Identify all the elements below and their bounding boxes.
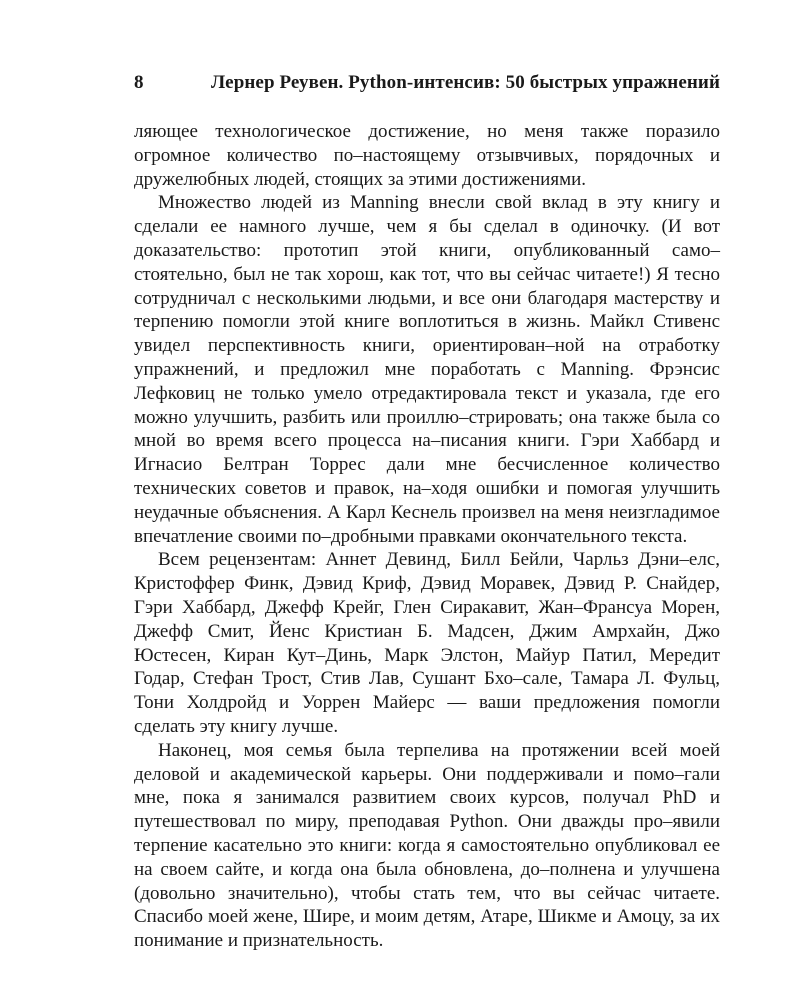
running-title: Лернер Реувен. Python-интенсив: 50 быстрых упражнений xyxy=(211,72,720,93)
paragraph-manning-team: Множество людей из Manning внесли свой вклад в эту книгу и сделали ее намного лучше, чем я бы сделал в одиночку. (И вот доказательство: прототип этой книги, опубликованный само–стоятельно, был не так хорош, как тот, что вы сейчас читаете!) Я тесно сотрудничал с несколькими людьми, и все они благодаря мастерству и терпению помогли этой книге воплотиться в жизнь. Майкл Стивенс увидел перспективность книги, ориентирован–ной на отработку упражнений, и предложил мне поработать с Manning. Фрэнсис Лефковиц не только умело отредактировала текст и указала, где его можно улучшить, разбить или проиллю–стрировать; она также была со мной во время всего процесса на–писания книги. Гэри Хаббард и Игнасио Белтран Торрес дали мне бесчисленное количество технических советов и правок, на–ходя ошибки и помогая улучшить неудачные объяснения. А Карл Кеснель произвел на меня неизгладимое впечатление своими по–дробными правками окончательного текста. xyxy=(134,192,720,547)
page-body xyxy=(134,120,720,953)
page-number: 8 xyxy=(134,72,144,93)
book-page xyxy=(134,72,720,953)
page-header xyxy=(134,72,720,94)
paragraph-reviewers: Всем рецензентам: Аннет Девинд, Билл Бейли, Чарльз Дэни–елс, Кристоффер Финк, Дэвид Криф, Дэвид Моравек, Дэвид Р. Снайдер, Гэри Хаббард, Джефф Крейг, Глен Сиракавит, Жан–Франсуа Морен, Джефф Смит, Йенс Кристиан Б. Мадсен, Джим Амрхайн, Джо Юстесен, Киран Кут–Динь, Марк Элстон, Майур Патил, Мередит Годар, Стефан Трост, Стив Лав, Сушант Бхо–сале, Тамара Л. Фульц, Тони Холдройд и Уоррен Майерс — ваши предложения помогли сделать эту книгу лучше. xyxy=(134,549,720,737)
paragraph-continuation: ляющее технологическое достижение, но меня также поразило огромное количество по–настоящему отзывчивых, порядочных и дружелюбных людей, стоящих за этими достижениями. xyxy=(134,121,720,190)
paragraph-family: Наконец, моя семья была терпелива на протяжении всей моей деловой и академической карьеры. Они поддерживали и помо–гали мне, пока я занимался развитием своих курсов, получал PhD и путешествовал по миру, преподавая Python. Они дважды про–явили терпение касательно это книги: когда я самостоятельно опубликовал ее на своем сайте, и когда она была обновлена, до–полнена и улучшена (довольно значительно), чтобы стать тем, что вы сейчас читаете. Спасибо моей жене, Шире, и моим детям, Атаре, Шикме и Амоцу, за их понимание и признательность. xyxy=(134,739,720,952)
